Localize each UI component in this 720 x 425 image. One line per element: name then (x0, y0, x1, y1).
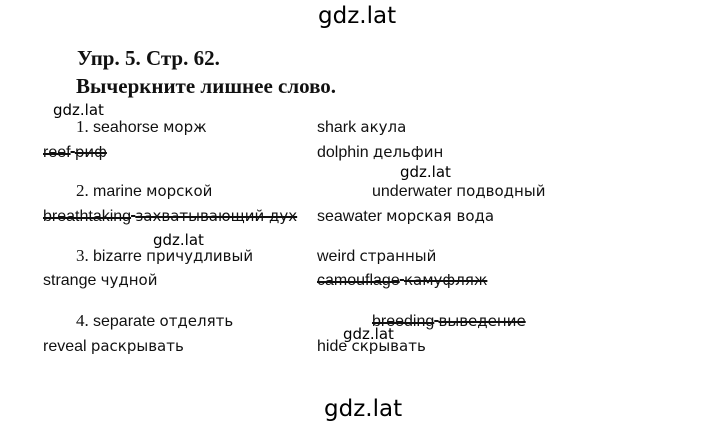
word-russian: чудной (100, 271, 158, 289)
word-russian: дельфин (372, 143, 444, 161)
watermark: gdz.lat (153, 231, 204, 249)
watermark-bottom: gdz.lat (324, 396, 403, 422)
word-russian: странный (359, 247, 437, 265)
word-russian: морж (163, 118, 207, 136)
word-item (76, 181, 212, 201)
item-number: 1. (76, 117, 89, 136)
word-english: seahorse (93, 119, 159, 136)
word-item-crossed-out (317, 270, 487, 290)
word-english: shark (317, 119, 357, 136)
item-number: 3. (76, 246, 89, 265)
word-russian: отделять (159, 312, 234, 330)
word-item (317, 206, 494, 226)
word-english: dolphin (317, 144, 369, 161)
word-item (372, 181, 545, 201)
item-number: 2. (76, 181, 89, 200)
word-item (317, 336, 426, 356)
item-number: 4. (76, 311, 89, 330)
word-russian: морская вода (386, 207, 495, 225)
word-item (43, 270, 157, 290)
word-item (76, 311, 233, 331)
word-english: camouflage (317, 272, 400, 289)
word-english: reef (43, 144, 71, 161)
word-english: bizarre (93, 248, 142, 265)
word-english: marine (93, 183, 142, 200)
word-russian: риф (74, 143, 107, 161)
word-item (76, 246, 253, 266)
word-english: breeding (372, 313, 435, 330)
word-english: strange (43, 272, 97, 289)
word-english: breathtaking (43, 208, 132, 225)
exercise-title: Упр. 5. Стр. 62. (77, 46, 220, 70)
word-russian: раскрывать (90, 337, 184, 355)
word-russian: выведение (438, 312, 526, 330)
word-item (317, 142, 443, 162)
watermark: gdz.lat (400, 163, 451, 181)
watermark: gdz.lat (343, 325, 394, 343)
word-item-crossed-out (43, 142, 107, 162)
word-russian: скрывать (351, 337, 426, 355)
word-item (76, 117, 207, 137)
word-english: separate (93, 313, 156, 330)
word-item (317, 246, 436, 266)
word-english: underwater (372, 183, 453, 200)
word-russian: захватывающий дух (135, 207, 298, 225)
word-english: hide (317, 338, 348, 355)
exercise-instruction: Вычеркните лишнее слово. (76, 74, 337, 98)
word-item (317, 117, 406, 137)
word-russian: акула (360, 118, 407, 136)
word-english: seawater (317, 208, 382, 225)
word-russian: морской (146, 182, 213, 200)
word-item (43, 336, 184, 356)
word-russian: подводный (456, 182, 546, 200)
word-item-crossed-out (372, 311, 526, 331)
word-russian: причудливый (146, 247, 254, 265)
word-english: weird (317, 248, 356, 265)
word-english: reveal (43, 338, 87, 355)
word-russian: камуфляж (403, 271, 488, 289)
watermark: gdz.lat (53, 101, 104, 119)
word-item-crossed-out (43, 206, 297, 226)
watermark-top: gdz.lat (318, 3, 397, 29)
